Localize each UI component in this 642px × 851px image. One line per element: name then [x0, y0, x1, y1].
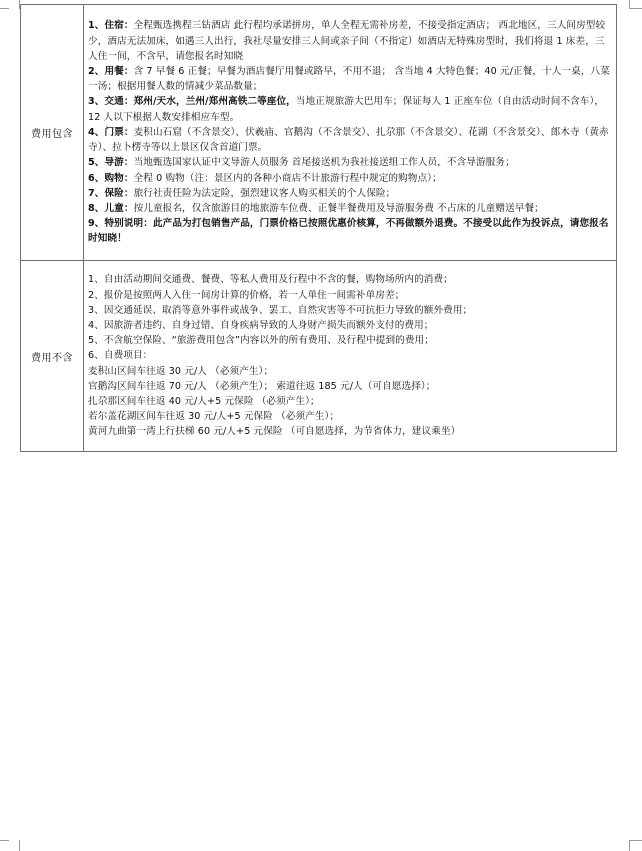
- included-content: [84, 5, 617, 261]
- excluded-content: [84, 261, 617, 452]
- crop-mark-top-right-h: [630, 8, 642, 9]
- optional-fee-item: 扎尕那区间车往返 40 元/人+5 元保险 （必须产生）；: [88, 396, 320, 407]
- included-row: [21, 5, 617, 261]
- optional-fee-item: 官鹅沟区间车往返 70 元/人 （必须产生）； 索道往返 185 元/人（可自愿选择）；: [88, 380, 436, 392]
- included-item-special-note: 9、特别说明：此产品为打包销售产品，门票价格已按照优惠价核算，不再做额外退费。不接受以此作为投诉点，请您报名时知晓！: [88, 218, 609, 245]
- crop-mark-top-left: [8, 0, 20, 9]
- excluded-item: 3、因交通延误、取消等意外事件或战争、罢工、自然灾害等不可抗拒力导致的额外费用；: [88, 304, 473, 316]
- excluded-item: 2、报价是按照两人入住一间房计算的价格，若一人单住一间需补单房差；: [88, 289, 405, 301]
- fee-table: [20, 4, 617, 452]
- crop-mark-bottom-left: [8, 840, 20, 851]
- optional-fee-item: 若尔盖花湖区间车往返 30 元/人+5 元保险 （必须产生）；: [88, 411, 340, 423]
- crop-mark-bottom-right-h: [630, 840, 642, 841]
- included-item: 4、门票：麦积山石窟（不含景交）、伏羲庙、官鹅沟（不含景交）、扎尕那（不含景交）、花湖（不含景交）、郎木寺（黄赤寺）、拉卜楞寺等以上景区仅含首道门票。: [88, 126, 609, 154]
- excluded-item: 4、因旅游者违约、自身过错、自身疾病导致的人身财产损失而额外支付的费用；: [88, 319, 434, 331]
- excluded-item: 5、不含航空保险、“旅游费用包含”内容以外的所有费用、及行程中提到的费用；: [88, 335, 434, 347]
- optional-fee-item: 黄河九曲第一湾上行扶梯 60 元/人+5 元保险 （可自愿选择，为节省体力，建议乘坐）: [88, 426, 461, 438]
- crop-mark-bottom-right: [629, 840, 641, 851]
- included-label: 费用包含: [21, 5, 84, 261]
- crop-mark-bottom-left-h: [0, 840, 9, 841]
- included-item: 1、住宿：全程甄选携程三钻酒店 此行程均承诺拼房，单人全程无需补房差，不接受指定酒店； 西北地区，三人间房型较少，酒店无法加床，如遇三人出行，我社尽量安排三人间或亲子间（不指定）如酒店无特殊房型时，我们将退 1 床差，三人住一间，不含早，请您报名时知晓: [88, 20, 606, 62]
- included-item: 7、保险：旅行社责任险为法定险，强烈建议客人购买相关的个人保险；: [88, 187, 396, 199]
- excluded-label: 费用不含: [21, 261, 84, 452]
- included-item: 8、儿童：按儿童报名，仅含旅游目的地旅游车位费、正餐半餐费用及导游服务费 不占床的儿童赠送早餐；: [88, 202, 544, 214]
- included-item: 6、购物：全程 0 购物（注：景区内的各种小商店不计旅游行程中规定的购物点）；: [88, 172, 442, 184]
- included-item: 2、用餐：含 7 早餐 6 正餐；早餐为酒店餐厅用餐或路早，不用不退； 含当地 4 大特色餐；40 元/正餐，十人一桌，八菜一汤；根据用餐人数的情减少菜品数量；: [88, 66, 610, 93]
- optional-fee-item: 麦积山区间车往返 30 元/人 （必须产生）；: [88, 365, 274, 377]
- excluded-item: 6、自费项目：: [88, 350, 153, 362]
- crop-mark-top-left-h: [0, 8, 9, 9]
- excluded-item: 1、自由活动期间交通费、餐费、等私人费用及行程中不含的餐，购物场所内的消费；: [88, 274, 453, 286]
- excluded-row: [21, 261, 617, 452]
- included-item: 3、交通：郑州/天水，兰州/郑州高铁二等座位，当地正规旅游大巴用车；保证每人 1 正座车位（自由活动时间不含车），12 人以下根据人数安排相应车型。: [88, 96, 605, 123]
- included-item: 5、导游：当地甄选国家认证中文导游人员服务 首尾接送机为我社接送组工作人员，不含导游服务；: [88, 157, 515, 169]
